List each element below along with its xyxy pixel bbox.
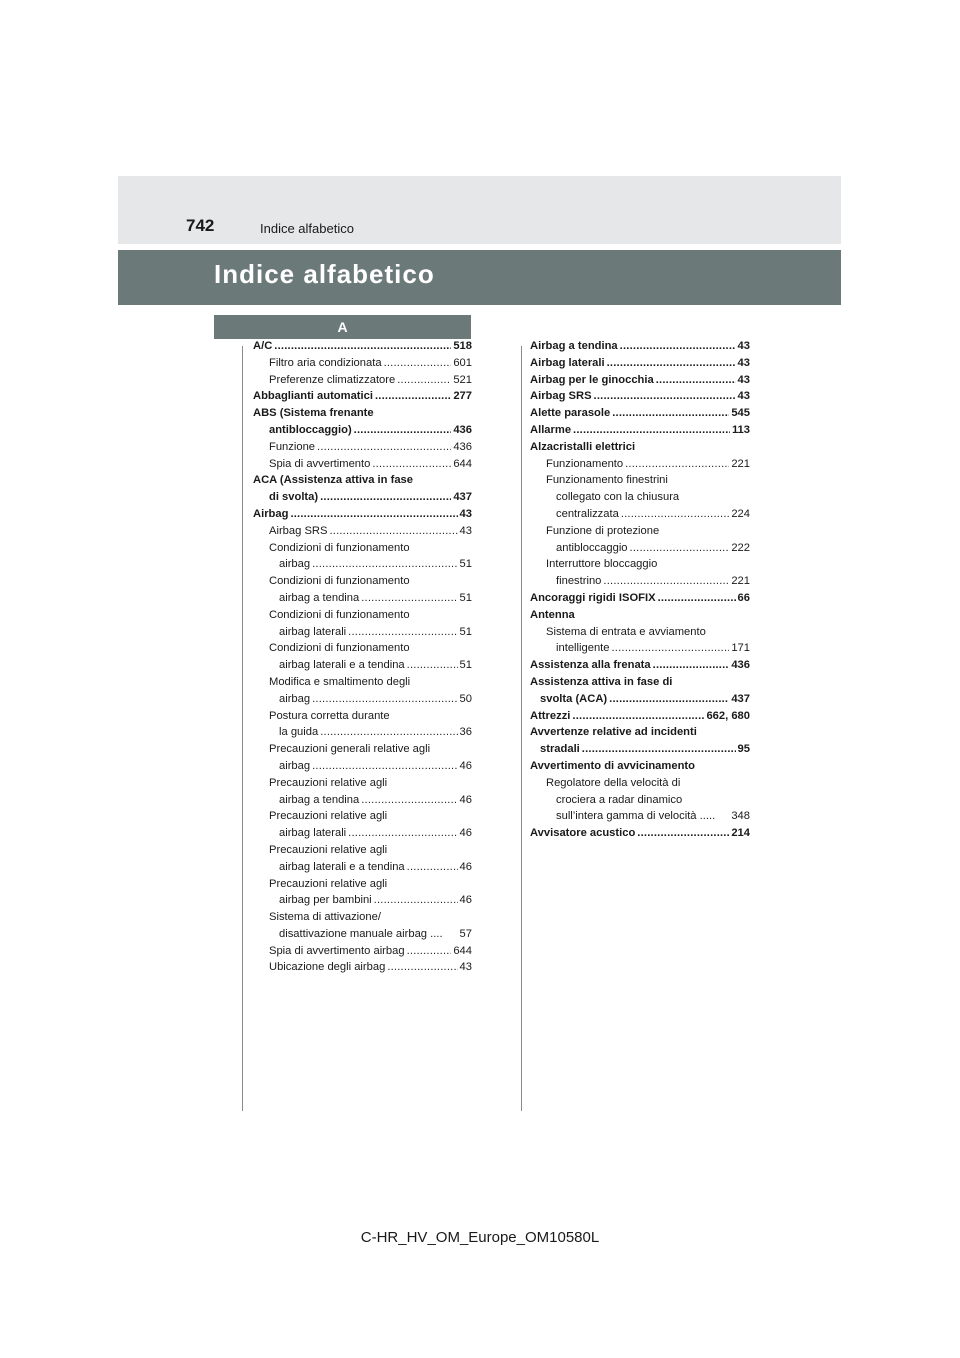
index-entry-page: 545 (731, 407, 750, 420)
index-entry-text: finestrino (556, 575, 602, 588)
index-entry-page: 221 (731, 457, 750, 470)
leader-dots (397, 372, 451, 389)
index-entry-text: Condizioni di funzionamento (269, 608, 410, 621)
index-entry (253, 792, 472, 809)
leader-dots (375, 388, 451, 405)
index-entry-text: Condizioni di funzionamento (269, 541, 410, 554)
leader-dots (572, 708, 704, 725)
leader-dots (407, 943, 452, 960)
index-entry-text: Precauzioni relative agli (269, 810, 388, 823)
index-entry-text: Avvertenze relative ad incidenti (530, 726, 697, 739)
index-entry-page: 437 (731, 692, 750, 705)
index-entry-page: 644 (453, 457, 472, 470)
index-entry-page: 113 (731, 423, 750, 436)
index-entry-text: airbag (279, 759, 311, 772)
index-entry-text: Ancoraggi rigidi ISOFIX (530, 591, 656, 604)
index-entry-text: Airbag SRS (269, 524, 328, 537)
index-entry (253, 405, 472, 422)
index-entry-text: centralizzata (556, 507, 619, 520)
index-entry-text: sull’intera gamma di velocità ..... (556, 810, 716, 823)
index-entry (253, 456, 472, 473)
leader-dots (320, 489, 451, 506)
index-entry (253, 590, 472, 607)
index-entry-text: stradali (540, 743, 580, 756)
index-entry (530, 607, 750, 624)
index-entry-text: Ubicazione degli airbag (269, 961, 386, 974)
index-column-1 (253, 338, 472, 976)
index-entry-text: Assistenza alla frenata (530, 659, 651, 672)
index-entry-text: Sistema di attivazione/ (269, 911, 381, 924)
index-entry-text: Airbag laterali (530, 356, 605, 369)
leader-dots (361, 590, 457, 607)
index-entry-page: 46 (459, 894, 472, 907)
index-entry (530, 590, 750, 607)
index-entry-text: crociera a radar dinamico (556, 793, 683, 806)
index-entry-text: intelligente (556, 642, 610, 655)
index-entry-page: 51 (459, 591, 472, 604)
header-band (118, 176, 841, 244)
index-entry (253, 556, 472, 573)
leader-dots (612, 640, 730, 657)
index-entry-text: Precauzioni generali relative agli (269, 743, 431, 756)
index-entry-text: Avvisatore acustico (530, 827, 636, 840)
index-entry (530, 489, 750, 506)
leader-dots (609, 691, 729, 708)
index-entry-page: 43 (737, 356, 750, 369)
index-entry (530, 624, 750, 641)
index-entry-text: collegato con la chiusura (556, 491, 680, 504)
index-entry-text: Assistenza attiva in fase di (530, 675, 673, 688)
leader-dots (407, 657, 458, 674)
index-entry-page: 221 (731, 575, 750, 588)
index-entry (253, 708, 472, 725)
index-entry-page: 51 (459, 659, 472, 672)
index-entry-text: Condizioni di funzionamento (269, 642, 410, 655)
leader-dots (637, 825, 729, 842)
index-entry-text: Spia di avvertimento airbag (269, 944, 405, 957)
index-entry-text: Attrezzi (530, 709, 571, 722)
index-entry-text: A/C (253, 340, 273, 352)
index-entry-page: 171 (731, 642, 750, 655)
index-entry-text: Avvertimento di avvicinamento (530, 759, 695, 772)
leader-dots (374, 892, 458, 909)
index-entry (530, 708, 750, 725)
index-entry-text: Antenna (530, 608, 575, 621)
index-entry (253, 926, 472, 943)
index-entry-page: 436 (453, 440, 472, 453)
index-entry (253, 607, 472, 624)
index-entry (530, 523, 750, 540)
index-entry-text: airbag laterali e a tendina (279, 860, 405, 873)
index-entry-text: Airbag (253, 507, 289, 520)
index-entry-text: airbag (279, 558, 311, 571)
index-entry-text: Funzionamento (546, 457, 624, 470)
index-entry-page: 57 (459, 927, 472, 940)
index-entry (530, 338, 750, 355)
index-entry (253, 842, 472, 859)
leader-dots (274, 338, 451, 355)
index-entry-page: 601 (453, 356, 472, 369)
index-entry-text: Funzione (269, 440, 316, 453)
leader-dots (354, 422, 452, 439)
index-entry (530, 724, 750, 741)
index-entry-text: airbag a tendina (279, 793, 360, 806)
index-entry (253, 892, 472, 909)
index-entry-text: airbag laterali e a tendina (279, 659, 405, 672)
column-divider-right (521, 346, 522, 1111)
index-entry-text: Precauzioni relative agli (269, 776, 388, 789)
index-entry (530, 640, 750, 657)
index-entry (253, 624, 472, 641)
index-entry-page: 348 (731, 810, 750, 823)
leader-dots (384, 355, 452, 372)
leader-dots (612, 405, 729, 422)
index-entry-page: 51 (459, 558, 472, 571)
index-entry-page: 43 (459, 524, 472, 537)
leader-dots (361, 792, 457, 809)
index-entry (253, 876, 472, 893)
index-entry (530, 741, 750, 758)
index-entry-text: Airbag per le ginocchia (530, 373, 654, 386)
leader-dots (625, 456, 729, 473)
index-entry-page: 214 (731, 827, 750, 840)
index-entry (530, 506, 750, 523)
index-entry (253, 674, 472, 691)
index-entry-page: 436 (453, 423, 472, 436)
column-divider-left (242, 346, 243, 1111)
index-entry-page: 43 (737, 390, 750, 403)
index-entry-text: Regolatore della velocità di (546, 776, 681, 789)
leader-dots (621, 506, 730, 523)
index-entry-text: Spia di avvertimento (269, 457, 371, 470)
index-entry (253, 372, 472, 389)
index-entry-page: 43 (459, 507, 472, 520)
leader-dots (312, 691, 457, 708)
index-entry-page: 277 (453, 390, 472, 403)
leader-dots (653, 657, 730, 674)
index-entry (253, 540, 472, 557)
index-entry-text: Postura corretta durante (269, 709, 390, 722)
index-entry-page: 51 (459, 625, 472, 638)
index-entry-text: svolta (ACA) (540, 692, 608, 705)
index-entry-text: Airbag a tendina (530, 340, 618, 352)
index-entry (253, 775, 472, 792)
document-code: C-HR_HV_OM_Europe_OM10580L (360, 1229, 600, 1246)
leader-dots (348, 825, 457, 842)
leader-dots (312, 556, 457, 573)
index-entry (253, 691, 472, 708)
index-entry (253, 422, 472, 439)
index-entry-text: ACA (Assistenza attiva in fase (253, 474, 413, 487)
section-letter: A (214, 315, 471, 339)
index-entry-text: ABS (Sistema frenante (253, 407, 374, 420)
index-entry-page: 46 (459, 759, 472, 772)
index-entry (530, 691, 750, 708)
index-entry (530, 758, 750, 775)
index-entry-page: 95 (737, 743, 750, 756)
index-entry (530, 405, 750, 422)
index-entry (253, 355, 472, 372)
index-entry-page: 437 (453, 491, 472, 504)
index-entry (530, 775, 750, 792)
index-entry (253, 338, 472, 355)
index-entry-page: 662, 680 (706, 709, 750, 722)
index-entry (530, 556, 750, 573)
index-entry-page: 43 (459, 961, 472, 974)
index-entry-page: 224 (731, 507, 750, 520)
index-entry-text: Alzacristalli elettrici (530, 440, 636, 453)
index-entry-text: Interruttore bloccaggio (546, 558, 658, 571)
index-entry-page: 46 (459, 827, 472, 840)
index-entry-page: 50 (459, 692, 472, 705)
index-entry (253, 943, 472, 960)
index-entry-page: 644 (453, 944, 472, 957)
index-entry-text: Precauzioni relative agli (269, 843, 388, 856)
index-entry (530, 372, 750, 389)
index-entry-text: Modifica e smaltimento degli (269, 675, 411, 688)
page-title: Indice alfabetico (214, 259, 435, 289)
index-entry (530, 456, 750, 473)
index-entry-text: airbag laterali (279, 625, 347, 638)
index-entry (253, 489, 472, 506)
index-entry (253, 640, 472, 657)
running-title: Indice alfabetico (260, 221, 354, 236)
index-entry-page: 436 (731, 659, 750, 672)
index-entry (530, 674, 750, 691)
leader-dots (620, 338, 736, 355)
index-entry (253, 758, 472, 775)
index-entry (530, 388, 750, 405)
index-entry (253, 959, 472, 976)
index-entry (530, 422, 750, 439)
index-entry (253, 724, 472, 741)
leader-dots (603, 573, 729, 590)
index-entry (253, 825, 472, 842)
leader-dots (607, 355, 736, 372)
index-entry-text: di svolta) (269, 491, 319, 504)
leader-dots (658, 590, 736, 607)
index-entry (530, 472, 750, 489)
index-entry-page: 43 (737, 340, 750, 352)
index-entry-text: airbag (279, 692, 311, 705)
index-entry (253, 388, 472, 405)
index-entry-page: 222 (731, 541, 750, 554)
leader-dots (312, 758, 457, 775)
leader-dots (387, 959, 457, 976)
index-entry (253, 523, 472, 540)
leader-dots (317, 439, 451, 456)
index-entry (253, 506, 472, 523)
index-entry (253, 808, 472, 825)
index-entry (253, 741, 472, 758)
index-entry-text: disattivazione manuale airbag .... (279, 927, 443, 940)
leader-dots (372, 456, 451, 473)
index-entry (253, 573, 472, 590)
index-entry-text: la guida (279, 726, 319, 739)
index-entry (253, 439, 472, 456)
leader-dots (348, 624, 457, 641)
index-entry (253, 472, 472, 489)
index-entry-page: 46 (459, 793, 472, 806)
leader-dots (656, 372, 736, 389)
leader-dots (320, 724, 457, 741)
index-entry (530, 355, 750, 372)
index-entry-text: antibloccaggio) (269, 423, 352, 436)
index-entry-text: airbag a tendina (279, 591, 360, 604)
page-number: 742 (186, 216, 215, 235)
index-entry-text: Funzione di protezione (546, 524, 660, 537)
index-entry-text: Precauzioni relative agli (269, 877, 388, 890)
index-entry-page: 43 (737, 373, 750, 386)
index-entry (530, 439, 750, 456)
index-entry-text: Funzionamento finestrini (546, 474, 668, 487)
index-entry-page: 521 (453, 373, 472, 386)
leader-dots (573, 422, 730, 439)
index-entry-text: Preferenze climatizzatore (269, 373, 396, 386)
index-entry-text: Condizioni di funzionamento (269, 575, 410, 588)
leader-dots (329, 523, 457, 540)
index-entry (530, 540, 750, 557)
index-entry-page: 66 (737, 591, 750, 604)
index-entry-text: airbag laterali (279, 827, 347, 840)
index-entry-page: 36 (459, 726, 472, 739)
leader-dots (407, 859, 458, 876)
index-entry (530, 808, 750, 825)
index-entry-text: antibloccaggio (556, 541, 628, 554)
index-entry-text: Allarme (530, 423, 572, 436)
index-entry (530, 573, 750, 590)
index-entry-text: Abbaglianti automatici (253, 390, 373, 403)
index-entry (530, 825, 750, 842)
index-entry (530, 657, 750, 674)
index-entry-text: Alette parasole (530, 407, 611, 420)
index-entry (253, 657, 472, 674)
index-entry-text: Sistema di entrata e avviamento (546, 625, 706, 638)
index-entry-page: 46 (459, 860, 472, 873)
index-entry-page: 518 (453, 340, 472, 352)
leader-dots (594, 388, 736, 405)
leader-dots (582, 741, 736, 758)
index-entry-text: Airbag SRS (530, 390, 592, 403)
index-entry-text: Filtro aria condizionata (269, 356, 382, 369)
index-entry (253, 909, 472, 926)
leader-dots (290, 506, 457, 523)
leader-dots (630, 540, 730, 557)
index-entry-text: airbag per bambini (279, 894, 372, 907)
index-entry (253, 859, 472, 876)
index-entry (530, 792, 750, 809)
index-column-2 (530, 338, 750, 842)
